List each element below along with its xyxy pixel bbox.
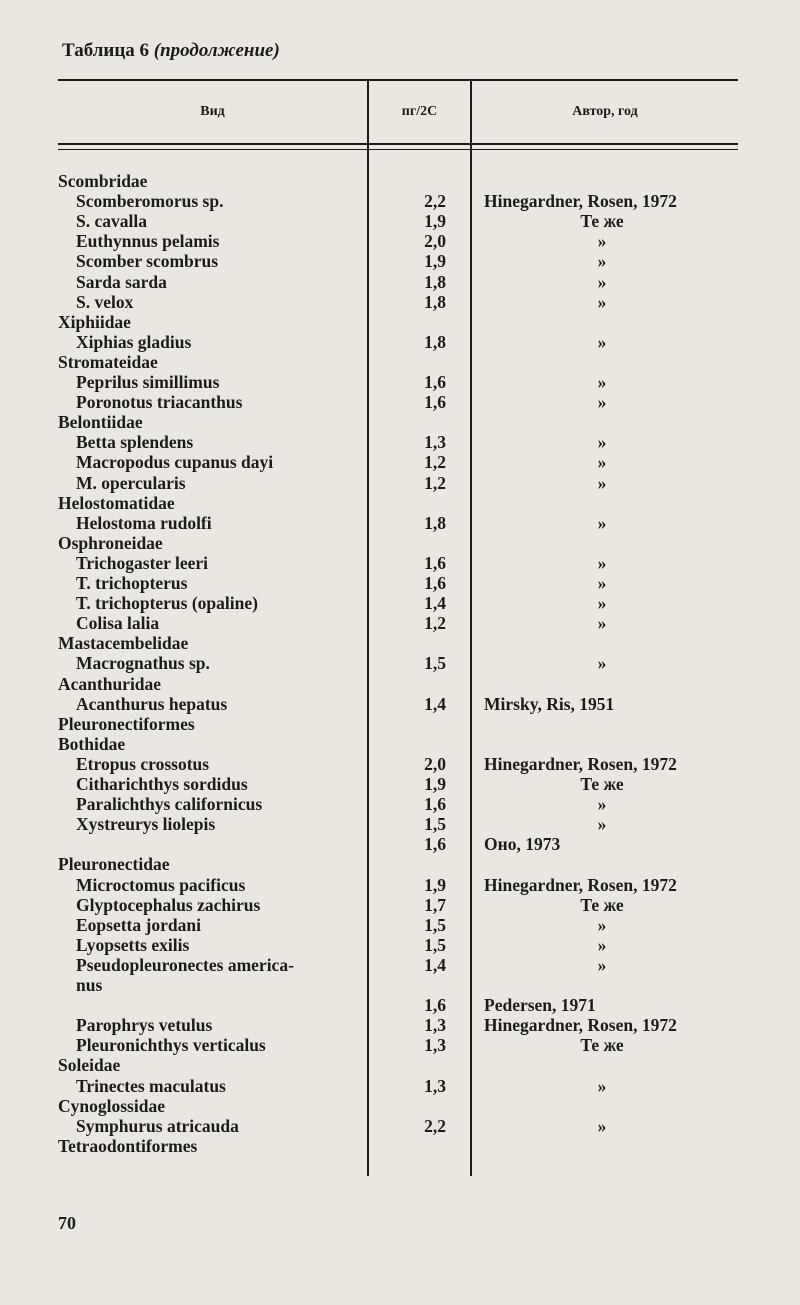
table-row	[0, 553, 800, 573]
genome-size-value: 1,4	[424, 954, 446, 975]
species-name: Lyopsetts exilis	[76, 934, 190, 955]
table-row	[0, 935, 800, 955]
author-year: »	[597, 1075, 607, 1096]
genome-size-value: 1,6	[424, 794, 446, 815]
genome-size-value: 1,6	[424, 392, 446, 413]
species-name: Soleidae	[58, 1055, 121, 1076]
species-name: Pleuronectiformes	[58, 713, 195, 734]
species-name: Xystreurys liolepis	[76, 814, 216, 835]
table-row	[0, 975, 800, 995]
header-rule	[58, 143, 738, 145]
author-year: Оно, 1973	[484, 834, 561, 855]
genome-size-value: 2,0	[424, 231, 446, 252]
table-row	[0, 171, 800, 191]
author-year: Mirsky, Ris, 1951	[484, 693, 615, 714]
table-row	[0, 1096, 800, 1116]
genome-size-value: 1,8	[424, 291, 446, 312]
author-year: »	[597, 392, 607, 413]
species-name: S. cavalla	[76, 211, 147, 232]
author-year: »	[597, 372, 607, 392]
author-year: Те же	[580, 894, 624, 915]
table-row	[0, 653, 800, 673]
table-row	[0, 814, 800, 834]
species-name: Scomberomorus sp.	[76, 191, 224, 212]
table-row	[0, 1015, 800, 1035]
table-row	[0, 674, 800, 694]
author-year: »	[597, 432, 607, 453]
table-row	[0, 332, 800, 352]
genome-size-value: 1,9	[424, 251, 446, 272]
table-row	[0, 694, 800, 714]
table-row	[0, 1055, 800, 1075]
species-name: Peprilus simillimus	[76, 372, 220, 392]
species-name: Stromateidae	[58, 351, 158, 372]
species-name: Trichogaster leeri	[76, 552, 209, 573]
table-row	[0, 251, 800, 271]
top-rule	[58, 79, 738, 81]
species-name: Microctomus pacificus	[76, 874, 246, 895]
species-name: Cynoglossidae	[58, 1095, 165, 1116]
species-name: Xiphiidae	[58, 311, 131, 332]
author-year: »	[597, 271, 607, 292]
species-name: Tetraodontiformes	[58, 1135, 198, 1156]
table-row	[0, 794, 800, 814]
table-row	[0, 754, 800, 774]
table-row	[0, 834, 800, 854]
species-name: Paralichthys californicus	[76, 794, 263, 815]
table-row	[0, 734, 800, 754]
genome-size-value: 1,5	[424, 914, 446, 935]
author-year: »	[597, 331, 607, 352]
author-year: »	[597, 613, 607, 634]
genome-size-value: 1,8	[424, 271, 446, 292]
genome-size-value: 1,3	[424, 1015, 446, 1036]
genome-size-value: 1,9	[424, 874, 446, 895]
species-name: Poronotus triacanthus	[76, 392, 243, 413]
author-year: »	[597, 954, 607, 975]
species-name: Bothidae	[58, 733, 126, 754]
species-name: T. trichopterus	[76, 573, 188, 593]
species-name: Xiphias gladius	[76, 331, 192, 352]
table-row	[0, 1035, 800, 1055]
author-year: »	[597, 794, 607, 815]
table-row	[0, 432, 800, 452]
author-year: »	[597, 653, 607, 674]
table-row	[0, 292, 800, 312]
author-year: »	[597, 914, 607, 935]
species-name: Mastacembelidae	[58, 633, 189, 654]
species-name: T. trichopterus (opaline)	[76, 593, 258, 614]
table-row	[0, 1076, 800, 1096]
table-row	[0, 392, 800, 412]
genome-size-value: 1,6	[424, 372, 446, 392]
table-row	[0, 513, 800, 533]
genome-size-value: 1,3	[424, 432, 446, 453]
column-header-species: Вид	[200, 104, 225, 119]
genome-size-value: 1,6	[424, 573, 446, 593]
species-name: Betta splendens	[76, 432, 194, 453]
species-name: Acanthurus hepatus	[76, 693, 228, 714]
species-name: Pseudopleuronectes america-	[76, 954, 294, 975]
table-row	[0, 352, 800, 372]
table-row	[0, 1116, 800, 1136]
table-row	[0, 955, 800, 975]
genome-size-value: 2,2	[424, 1115, 446, 1136]
table-row	[0, 231, 800, 251]
species-name: Osphroneidae	[58, 532, 163, 553]
header-rule-second	[58, 149, 738, 150]
species-name: S. velox	[76, 291, 134, 312]
author-year: »	[597, 231, 607, 252]
table-row	[0, 1136, 800, 1156]
genome-size-value: 1,5	[424, 653, 446, 674]
species-name: Pleuronectidae	[58, 854, 170, 875]
genome-size-value: 1,8	[424, 512, 446, 533]
table-row	[0, 613, 800, 633]
table-caption-label: Таблица 6	[62, 40, 150, 61]
genome-size-value: 1,6	[424, 834, 446, 855]
species-name: Sarda sarda	[76, 271, 167, 292]
author-year: Hinegardner, Rosen, 1972	[484, 1015, 677, 1036]
species-name: Citharichthys sordidus	[76, 774, 248, 794]
table-caption	[62, 40, 280, 62]
page-number: 70	[58, 1213, 76, 1233]
species-name: Trinectes maculatus	[76, 1075, 226, 1096]
author-year: »	[597, 512, 607, 533]
table-row	[0, 633, 800, 653]
author-year: »	[597, 593, 607, 614]
table-row	[0, 714, 800, 734]
table-caption-continuation: (продолжение)	[153, 40, 280, 61]
species-name: Helostoma rudolfi	[76, 512, 212, 533]
genome-size-value: 1,3	[424, 1035, 446, 1056]
column-header-value: пг/2С	[401, 104, 438, 119]
author-year: »	[597, 1115, 607, 1136]
table-row	[0, 573, 800, 593]
species-name: Etropus crossotus	[76, 753, 210, 774]
species-name: nus	[76, 975, 103, 995]
table-row	[0, 211, 800, 231]
species-name: Symphurus atricauda	[76, 1115, 239, 1136]
genome-size-value: 1,9	[424, 211, 446, 232]
table-row	[0, 473, 800, 493]
species-name: M. opercularis	[76, 472, 186, 493]
author-year: »	[597, 452, 607, 473]
author-year: Pedersen, 1971	[484, 995, 596, 1016]
genome-size-value: 1,6	[424, 552, 446, 573]
table-row	[0, 593, 800, 613]
table-row	[0, 272, 800, 292]
author-year: »	[597, 552, 607, 573]
author-year: »	[597, 291, 607, 312]
species-name: Acanthuridae	[58, 673, 162, 694]
species-name: Eopsetta jordani	[76, 914, 201, 935]
author-year: »	[597, 814, 607, 835]
genome-size-value: 1,4	[424, 693, 446, 714]
genome-size-value: 1,5	[424, 814, 446, 835]
species-name: Euthynnus pelamis	[76, 231, 220, 252]
species-name: Macrognathus sp.	[76, 653, 210, 674]
author-year: Hinegardner, Rosen, 1972	[484, 191, 677, 212]
author-year: Те же	[580, 211, 624, 232]
author-year: Те же	[580, 774, 624, 794]
genome-size-value: 1,3	[424, 1075, 446, 1096]
table-row	[0, 412, 800, 432]
table-row	[0, 372, 800, 392]
species-name: Macropodus cupanus dayi	[76, 452, 274, 473]
genome-size-value: 1,2	[424, 613, 446, 634]
genome-size-value: 1,7	[424, 894, 446, 915]
species-name: Scombridae	[58, 171, 148, 191]
author-year: »	[597, 573, 607, 593]
genome-size-value: 1,4	[424, 593, 446, 614]
species-name: Glyptocephalus zachirus	[76, 894, 261, 915]
table-row	[0, 774, 800, 794]
species-name: Belontiidae	[58, 412, 143, 433]
table-row	[0, 915, 800, 935]
genome-size-value: 1,6	[424, 995, 446, 1016]
table-row	[0, 533, 800, 553]
genome-size-value: 2,0	[424, 753, 446, 774]
column-header-author: Автор, год	[572, 104, 638, 119]
table-row	[0, 191, 800, 211]
species-name: Colisa lalia	[76, 613, 160, 634]
author-year: »	[597, 472, 607, 493]
author-year: Hinegardner, Rosen, 1972	[484, 753, 677, 774]
author-year: »	[597, 934, 607, 955]
species-name: Pleuronichthys verticalus	[76, 1035, 266, 1056]
genome-size-value: 1,9	[424, 774, 446, 794]
author-year: Те же	[580, 1035, 624, 1056]
author-year: Hinegardner, Rosen, 1972	[484, 874, 677, 895]
species-name: Helostomatidae	[58, 492, 175, 513]
table-row	[0, 895, 800, 915]
genome-size-value: 1,2	[424, 472, 446, 493]
table-row	[0, 995, 800, 1015]
species-name: Parophrys vetulus	[76, 1015, 213, 1036]
table-row	[0, 875, 800, 895]
genome-size-value: 1,8	[424, 331, 446, 352]
species-name: Scomber scombrus	[76, 251, 219, 272]
author-year: »	[597, 251, 607, 272]
table-row	[0, 854, 800, 874]
genome-size-value: 1,2	[424, 452, 446, 473]
table-row	[0, 493, 800, 513]
genome-size-value: 2,2	[424, 191, 446, 212]
table-row	[0, 452, 800, 472]
table-row	[0, 312, 800, 332]
genome-size-value: 1,5	[424, 934, 446, 955]
